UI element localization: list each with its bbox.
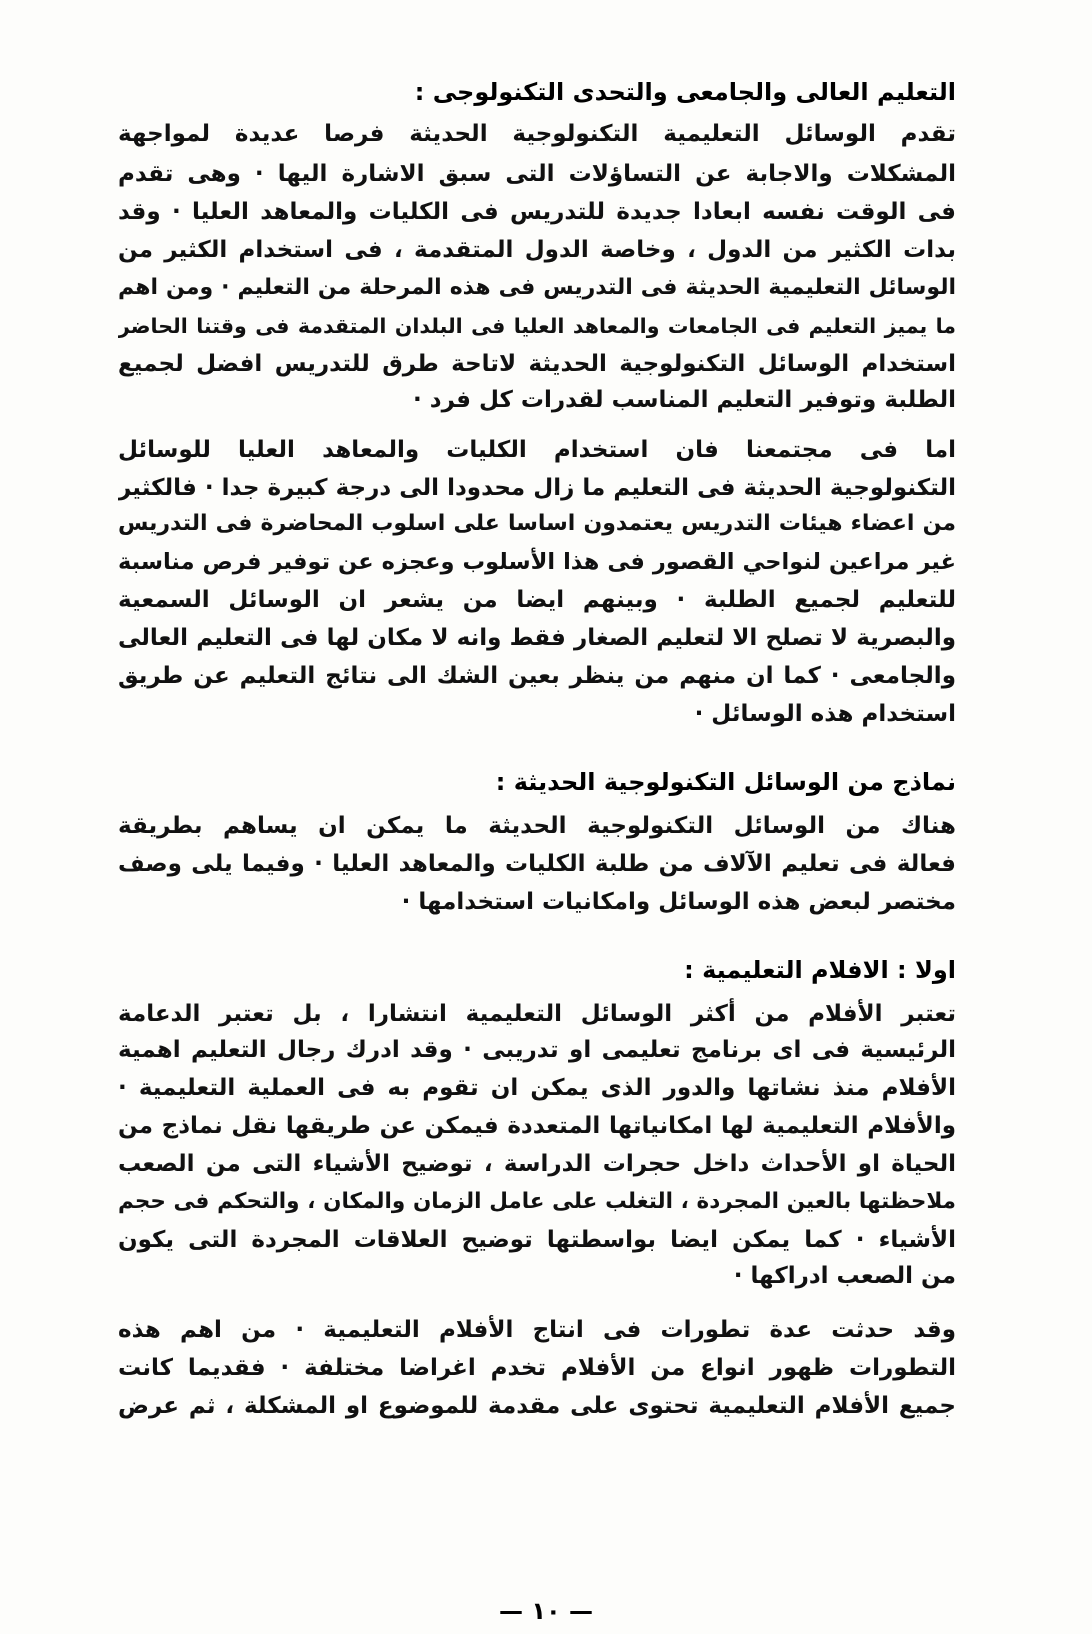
section-heading-models: نماذج من الوسائل التكنولوجية الحديثة : bbox=[495, 768, 956, 796]
text-line: فى الوقت نفسه ابعادا جديدة للتدريس فى الكليات والمعاهد العليا · وقد bbox=[118, 199, 956, 225]
text-line: الحياة او الأحداث داخل حجرات الدراسة ، توضيح الأشياء التى من الصعب bbox=[118, 1151, 956, 1177]
text-line: والأفلام التعليمية لها امكانياتها المتعددة فيمكن عن طريقها نقل نماذج من bbox=[118, 1113, 956, 1139]
text-line: الطلبة وتوفير التعليم المناسب لقدرات كل فرد · bbox=[413, 387, 956, 413]
text-line: المشكلات والاجابة عن التساؤلات التى سبق الاشارة اليها · وهى تقدم bbox=[118, 161, 956, 187]
text-line: فعالة فى تعليم الآلاف من طلبة الكليات والمعاهد العليا · وفيما يلى وصف bbox=[118, 851, 956, 877]
text-line: جميع الأفلام التعليمية تحتوى على مقدمة للموضوع او المشكلة ، ثم عرض bbox=[118, 1393, 956, 1419]
text-line: غير مراعين لنواحي القصور فى هذا الأسلوب وعجزه عن توفير فرص مناسبة bbox=[118, 549, 956, 575]
text-line: والجامعى · كما ان منهم من ينظر بعين الشك الى نتائج التعليم عن طريق bbox=[118, 663, 956, 689]
text-line: التطورات ظهور انواع من الأفلام تخدم اغراضا مختلفة · فقديما كانت bbox=[118, 1355, 956, 1381]
text-line: الأشياء · كما يمكن ايضا بواسطتها توضيح العلاقات المجردة التى يكون bbox=[118, 1227, 956, 1253]
text-line: هناك من الوسائل التكنولوجية الحديثة ما يمكن ان يساهم بطريقة bbox=[118, 813, 956, 839]
text-line: ملاحظتها بالعين المجردة ، التغلب على عامل الزمان والمكان ، والتحكم فى حجم bbox=[118, 1189, 956, 1214]
text-line: ما يميز التعليم فى الجامعات والمعاهد العليا فى البلدان المتقدمة فى وقتنا الحاضر bbox=[118, 314, 956, 338]
text-line: الوسائل التعليمية الحديثة فى التدريس فى هذه المرحلة من التعليم · ومن اهم bbox=[118, 275, 956, 300]
text-line: من الصعب ادراكها · bbox=[733, 1263, 956, 1289]
text-line: تقدم الوسائل التعليمية التكنولوجية الحديثة فرصا عديدة لمواجهة bbox=[118, 121, 956, 147]
text-line: اما فى مجتمعنا فان استخدام الكليات والمعاهد العليا للوسائل bbox=[118, 437, 956, 463]
text-line: للتعليم لجميع الطلبة · وبينهم ايضا من يشعر ان الوسائل السمعية bbox=[118, 587, 956, 613]
text-line: الرئيسية فى اى برنامج تعليمى او تدريبى · وقد ادرك رجال التعليم اهمية bbox=[118, 1037, 956, 1063]
text-line: الأفلام منذ نشاتها والدور الذى يمكن ان تقوم به فى العملية التعليمية · bbox=[118, 1075, 956, 1101]
text-line: استخدام الوسائل التكنولوجية الحديثة لاتاحة طرق للتدريس افضل لجميع bbox=[118, 351, 956, 377]
section-heading-educational-films: اولا : الافلام التعليمية : bbox=[684, 956, 956, 984]
text-line: مختصر لبعض هذه الوسائل وامكانيات استخدامها · bbox=[401, 889, 956, 915]
text-line: تعتبر الأفلام من أكثر الوسائل التعليمية انتشارا ، بل تعتبر الدعامة bbox=[118, 1001, 956, 1027]
text-line: بدات الكثير من الدول ، وخاصة الدول المتقدمة ، فى استخدام الكثير من bbox=[118, 237, 956, 263]
page-number: — ١٠ — bbox=[498, 1597, 593, 1625]
text-line: وقد حدثت عدة تطورات فى انتاج الأفلام التعليمية · من اهم هذه bbox=[118, 1317, 956, 1343]
text-line: من اعضاء هيئات التدريس يعتمدون اساسا على اسلوب المحاضرة فى التدريس bbox=[118, 511, 956, 536]
text-line: التكنولوجية الحديثة فى التعليم ما زال محدودا الى درجة كبيرة جدا · فالكثير bbox=[118, 475, 956, 501]
text-line: والبصرية لا تصلح الا لتعليم الصغار فقط وانه لا مكان لها فى التعليم العالى bbox=[118, 625, 956, 651]
section-heading-higher-education: التعليم العالى والجامعى والتحدى التكنولوجى : bbox=[414, 78, 956, 106]
text-line: استخدام هذه الوسائل · bbox=[694, 701, 956, 727]
